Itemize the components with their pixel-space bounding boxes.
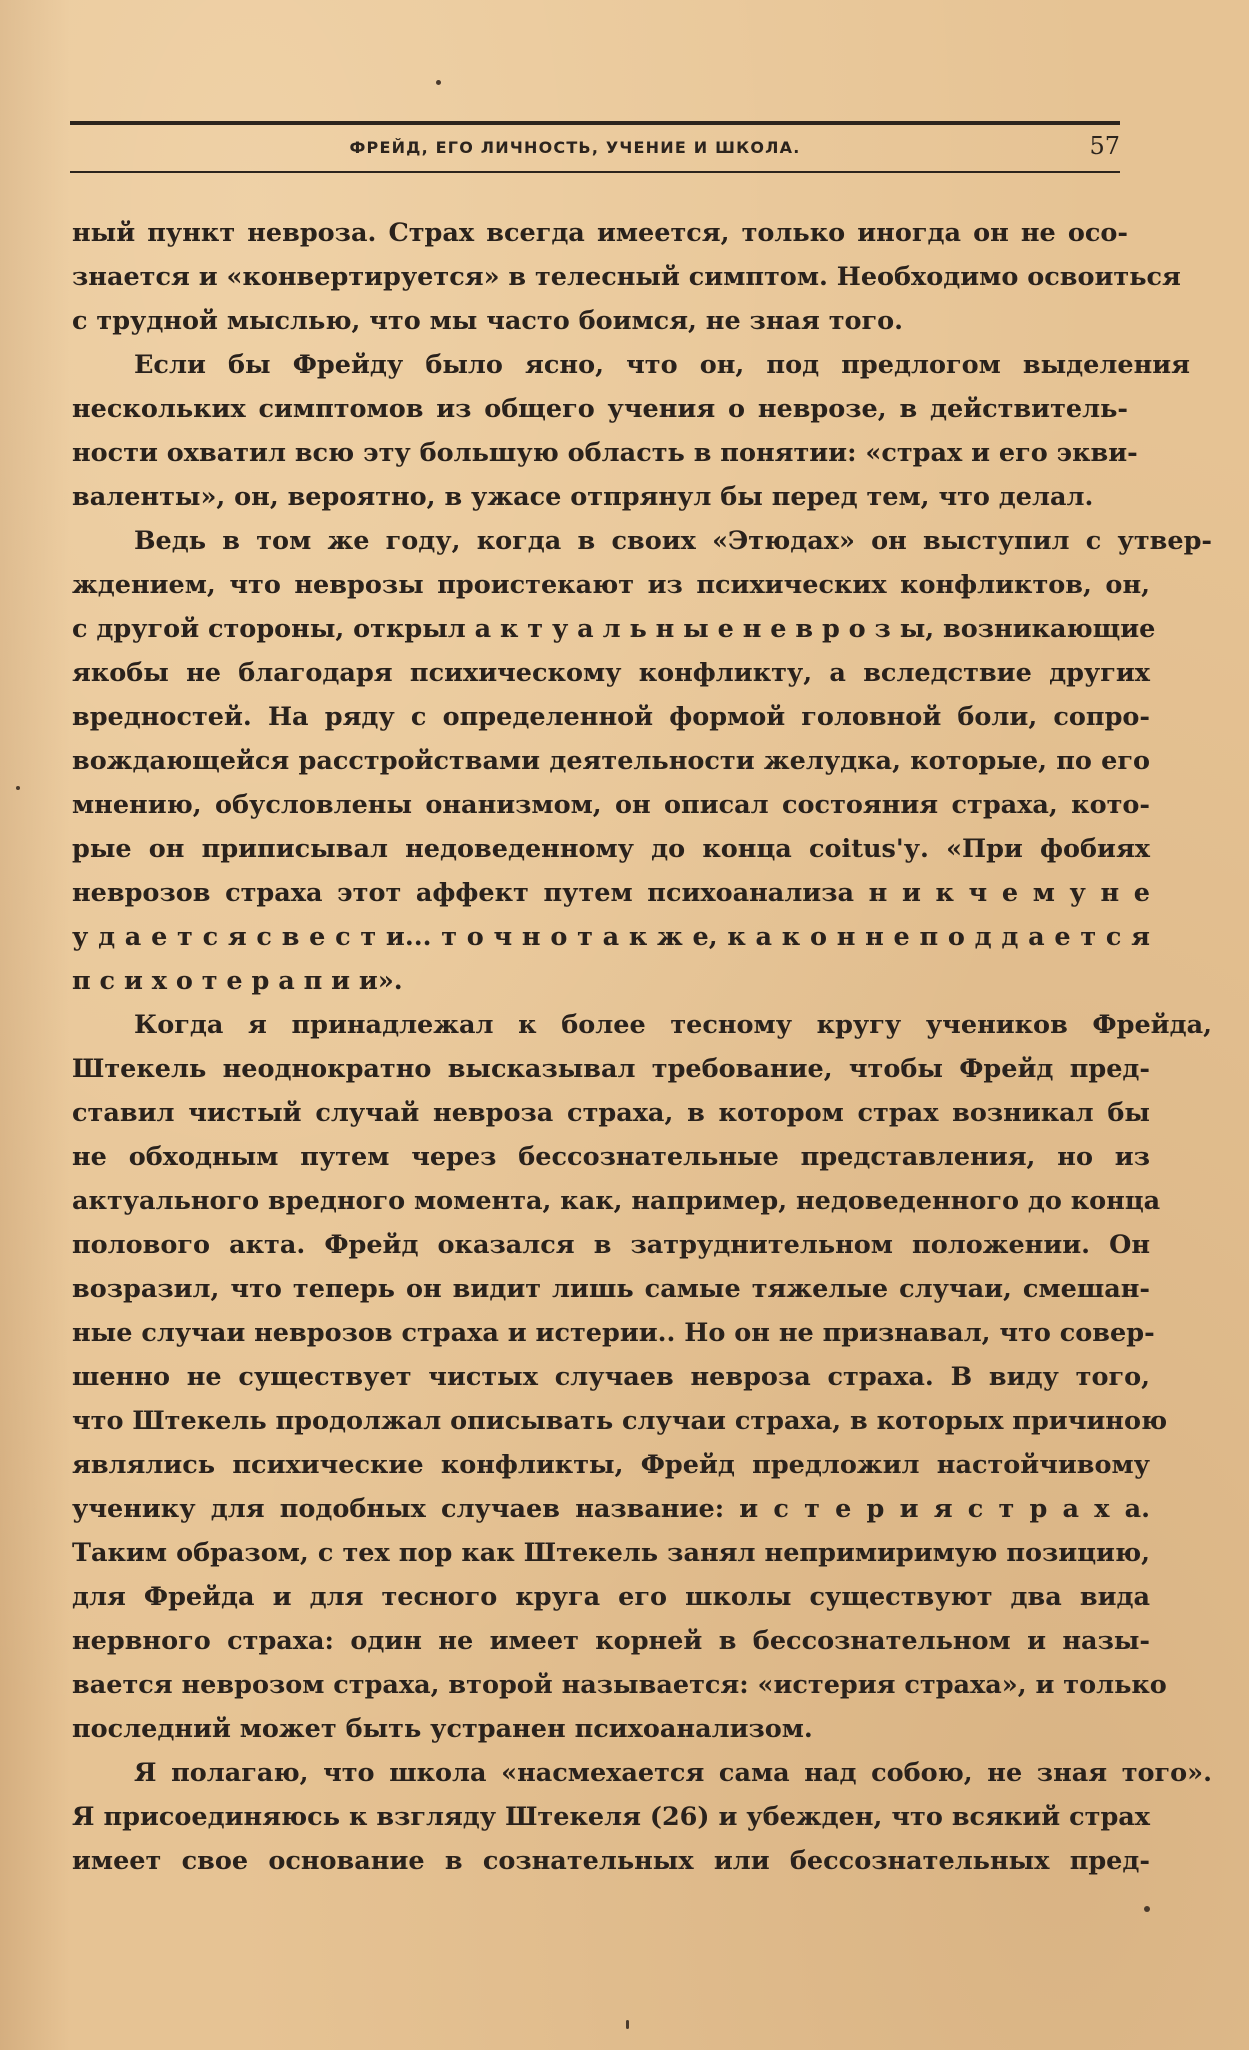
text-line: вредностей. На ряду с определенной формой головной боли, сопро- — [72, 702, 1150, 732]
text-line: валенты», он, вероятно, в ужасе отпрянул бы перед тем, что делал. — [72, 482, 1094, 512]
paper-speck — [16, 786, 20, 790]
text-line: для Фрейда и для тесного круга его школы существуют два вида — [72, 1582, 1150, 1612]
text-line: ждением, что неврозы проистекают из психических конфликтов, он, — [72, 570, 1150, 600]
text-line: имеет свое основание в сознательных или бессознательных пред- — [72, 1846, 1150, 1876]
paper-speck — [1144, 1906, 1150, 1912]
text-line: ные случаи неврозов страха и истерии.. Но он не признавал, что совер- — [72, 1318, 1155, 1348]
text-line: не обходным путем через бессознательные представления, но из — [72, 1142, 1150, 1172]
text-line: нервного страха: один не имеет корней в бессознательном и назы- — [72, 1626, 1150, 1656]
text-line: рые он приписывал недоведенному до конца coitus'у. «При фобиях — [72, 834, 1150, 864]
text-line: Ведь в том же году, когда в своих «Этюдах» он выступил с утвер- — [134, 526, 1212, 556]
text-line: мнению, обусловлены онанизмом, он описал состояния страха, кото- — [72, 790, 1150, 820]
text-line: ученику для подобных случаев название: и с т е р и я с т р а х а. — [72, 1494, 1150, 1524]
running-title: ФРЕЙД, ЕГО ЛИЧНОСТЬ, УЧЕНИЕ И ШКОЛА. — [349, 138, 801, 157]
text-line: Штекель неоднократно высказывал требование, чтобы Фрейд пред- — [72, 1054, 1150, 1084]
text-line: актуального вредного момента, как, например, недоведенного до конца — [72, 1186, 1161, 1216]
text-line: с другой стороны, открыл а к т у а л ь н ы е н е в р о з ы, возникающие — [72, 614, 1156, 644]
text-line: ности охватил всю эту большую область в понятии: «страх и его экви- — [72, 438, 1138, 468]
body-text — [72, 211, 1212, 1883]
running-head — [70, 132, 1120, 166]
header-rule-bottom — [70, 171, 1120, 173]
text-line: вается неврозом страха, второй называется: «истерия страха», и только — [72, 1670, 1167, 1700]
text-line: у д а е т с я с в е с т и... т о ч н о т а к ж е, к а к о н н е п о д д а е т с я — [72, 922, 1150, 952]
text-line: неврозов страха этот аффект путем психоанализа н и к ч е м у н е — [72, 878, 1150, 908]
text-line: Я присоединяюсь к взгляду Штекеля (26) и убежден, что всякий страх — [72, 1802, 1150, 1832]
text-line: п с и х о т е р а п и и». — [72, 966, 403, 996]
text-line: являлись психические конфликты, Фрейд предложил настойчивому — [72, 1450, 1150, 1480]
text-line: Если бы Фрейду было ясно, что он, под предлогом выделения — [134, 350, 1190, 380]
text-line: вождающейся расстройствами деятельности желудка, которые, по его — [72, 746, 1150, 776]
text-line: возразил, что теперь он видит лишь самые тяжелые случаи, смешан- — [72, 1274, 1150, 1304]
text-line: Таким образом, с тех пор как Штекель занял непримиримую позицию, — [72, 1538, 1150, 1568]
text-line: ставил чистый случай невроза страха, в котором страх возникал бы — [72, 1098, 1150, 1128]
text-line: якобы не благодаря психическому конфликту, а вследствие других — [72, 658, 1150, 688]
text-line: Я полагаю, что школа «насмехается сама над собою, не зная того». — [134, 1758, 1212, 1788]
text-line: ный пункт невроза. Страх всегда имеется, только иногда он не осо- — [72, 218, 1128, 248]
text-line: Когда я принадлежал к более тесному кругу учеников Фрейда, — [134, 1010, 1212, 1040]
text-line: последний может быть устранен психоанализом. — [72, 1714, 813, 1744]
paper-speck — [626, 2020, 629, 2029]
text-line: шенно не существует чистых случаев невроза страха. В виду того, — [72, 1362, 1150, 1392]
text-line: что Штекель продолжал описывать случаи страха, в которых причиною — [72, 1406, 1168, 1436]
text-line: с трудной мыслью, что мы часто боимся, не зная того. — [72, 306, 904, 336]
paper-speck — [436, 80, 441, 85]
text-line: полового акта. Фрейд оказался в затруднительном положении. Он — [72, 1230, 1150, 1260]
header-rule-top — [70, 121, 1120, 125]
page-number: 57 — [1089, 132, 1120, 160]
text-line: нескольких симптомов из общего учения о неврозе, в действитель- — [72, 394, 1128, 424]
text-line: знается и «конвертируется» в телесный симптом. Необходимо освоиться — [72, 262, 1181, 292]
